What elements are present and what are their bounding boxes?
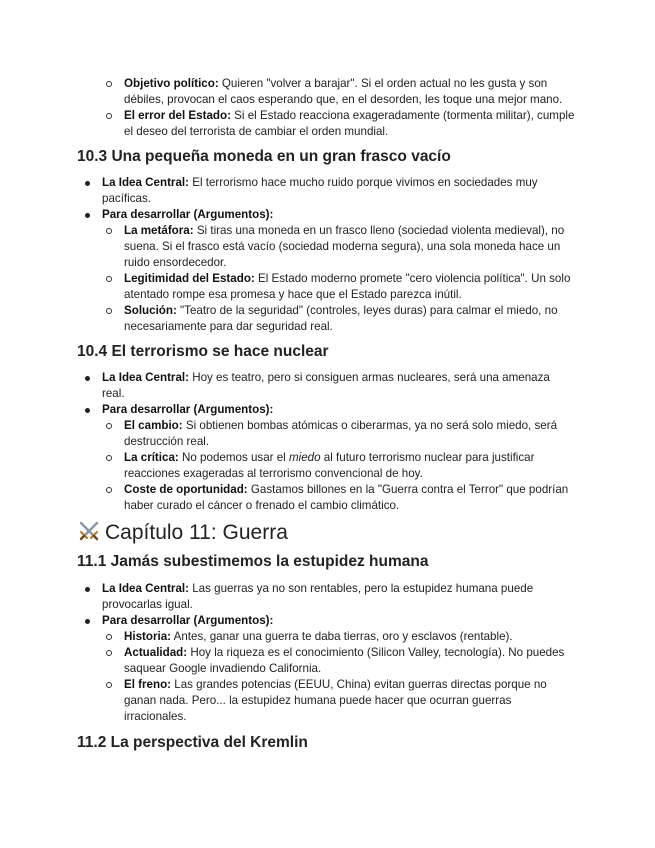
sub-bullet — [106, 81, 112, 87]
sub-bullet — [106, 487, 112, 493]
sub-bullet — [106, 308, 112, 314]
section-heading: 11.1 Jamás subestimemos la estupidez humana — [77, 553, 429, 570]
sub-bullet — [106, 650, 112, 656]
bullet — [85, 619, 90, 624]
sub-bullet — [106, 634, 112, 640]
crossed-swords-icon — [77, 519, 101, 543]
chapter-heading: Capítulo 11: Guerra — [77, 519, 288, 546]
list-item: La Idea Central: Hoy es teatro, pero si consiguen armas nucleares, será una amenaza real. — [102, 371, 550, 400]
list-item: Para desarrollar (Argumentos): — [102, 403, 274, 416]
bullet — [85, 181, 90, 186]
list-item: Solución: "Teatro de la seguridad" (controles, leyes duras) para calmar el miedo, no necesariamente para dar seguridad real. — [124, 304, 558, 333]
bullet — [85, 376, 90, 381]
section-heading: 11.2 La perspectiva del Kremlin — [77, 734, 308, 751]
sub-bullet — [106, 228, 112, 234]
list-item: Historia: Antes, ganar una guerra te daba tierras, oro y esclavos (rentable). — [124, 630, 513, 643]
list-item: El freno: Las grandes potencias (EEUU, China) evitan guerras directas porque no ganan nada. Pero... la estupidez humana puede hacer que ocurran guerras irracionales. — [124, 678, 547, 723]
bullet — [85, 587, 90, 592]
list-item: El error del Estado: Si el Estado reacciona exageradamente (tormenta militar), cumple el deseo del terrorista de cambiar el orden mundial. — [124, 109, 575, 138]
list-item: Para desarrollar (Argumentos): — [102, 614, 274, 627]
list-item: La crítica: No podemos usar el miedo al futuro terrorismo nuclear para justificar reacciones exageradas al terrorismo convencional de hoy. — [124, 451, 535, 480]
list-item: Coste de oportunidad: Gastamos billones en la "Guerra contra el Terror" que podrían haber curado el cáncer o frenado el cambio climático. — [124, 483, 569, 512]
sub-bullet — [106, 423, 112, 429]
list-item: Legitimidad del Estado: El Estado moderno promete "cero violencia política". Un solo atentado rompe esa promesa y hace que el Estado parezca inútil. — [124, 272, 571, 301]
bullet — [85, 213, 90, 218]
list-item: Para desarrollar (Argumentos): — [102, 208, 274, 221]
bullet — [85, 408, 90, 413]
sub-bullet — [106, 455, 112, 461]
sub-bullet — [106, 113, 112, 119]
sub-bullet — [106, 276, 112, 282]
section-heading: 10.3 Una pequeña moneda en un gran frasco vacío — [77, 148, 451, 165]
list-item: El cambio: Si obtienen bombas atómicas o ciberarmas, ya no será solo miedo, será destrucción real. — [124, 419, 558, 448]
list-item: Objetivo político: Quieren "volver a barajar". Si el orden actual no les gusta y son débiles, provocan el caos esperando que, en el desorden, les toque una mejor mano. — [124, 77, 563, 106]
list-item: La Idea Central: Las guerras ya no son rentables, pero la estupidez humana puede provocarlas igual. — [102, 582, 534, 611]
section-heading: 10.4 El terrorismo se hace nuclear — [77, 343, 329, 360]
sub-bullet — [106, 682, 112, 688]
list-item: La Idea Central: El terrorismo hace mucho ruido porque vivimos en sociedades muy pacíficas. — [102, 176, 538, 205]
list-item: La metáfora: Si tiras una moneda en un frasco lleno (sociedad violenta medieval), no suena. Si el frasco está vacío (sociedad moderna segura), una sola moneda hace un ruido ensordecedor. — [124, 224, 565, 269]
list-item: Actualidad: Hoy la riqueza es el conocimiento (Silicon Valley, tecnología). No puedes saquear Google invadiendo California. — [124, 646, 565, 675]
